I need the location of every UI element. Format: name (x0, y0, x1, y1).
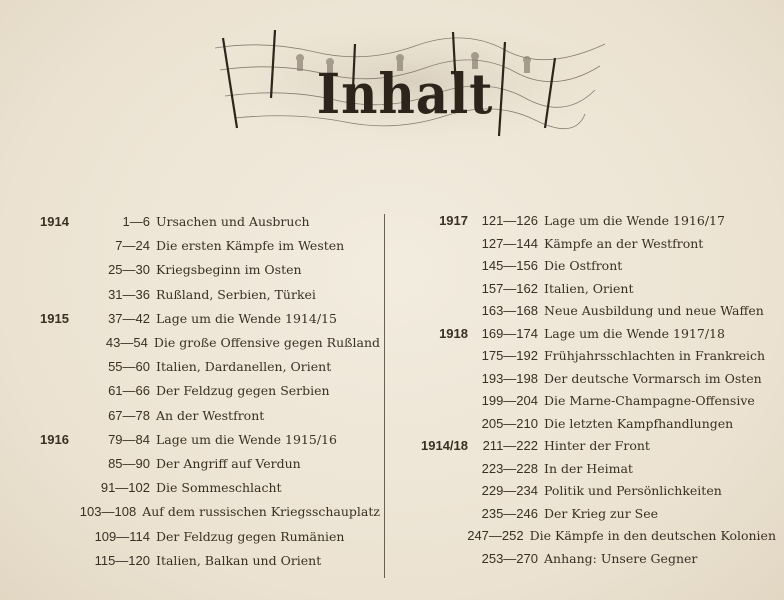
toc-label: Auf dem russischen Kriegsschauplatz (142, 504, 380, 520)
toc-year: 1915 (40, 310, 69, 326)
toc-pages: 145—156 (481, 258, 538, 273)
toc-year: 1914 (40, 214, 69, 229)
toc-label: Frühjahrsschlachten in Frankreich (544, 348, 766, 363)
toc-row (416, 390, 776, 413)
toc-label: Italien, Balkan und Orient (156, 552, 322, 568)
toc-label: Der deutsche Vormarsch im Osten (544, 370, 762, 386)
toc-pages: 115—120 (94, 552, 150, 568)
toc-row (416, 233, 776, 256)
toc-label: Die ersten Kämpfe im Westen (156, 238, 345, 254)
toc-label: Lage um die Wende 1915/16 (156, 431, 337, 447)
toc-row (40, 500, 380, 524)
toc-label: Politik und Persönlichkeiten (544, 483, 722, 498)
toc-pages: 37—42 (108, 310, 150, 326)
toc-label: An der Westfront (156, 407, 265, 423)
toc-pages: 229—234 (481, 483, 538, 498)
toc-pages: 127—144 (481, 235, 538, 251)
toc-pages: 61—66 (108, 383, 150, 399)
toc-pages: 67—78 (108, 407, 150, 423)
toc-pages: 223—228 (481, 460, 538, 476)
toc-pages: 199—204 (481, 393, 538, 408)
page-title: Inhalt (316, 61, 494, 126)
toc-label: Die letzten Kampfhandlungen (544, 415, 734, 431)
toc-row (40, 428, 380, 452)
toc-row (40, 331, 380, 355)
toc-label: Die Sommeschlacht (156, 480, 282, 496)
toc-row (40, 404, 380, 428)
toc-pages: 7—24 (115, 238, 150, 254)
toc-row (40, 549, 380, 573)
toc-row (416, 548, 776, 571)
toc-label: Ursachen und Ausbruch (156, 214, 310, 229)
toc-label: Hinter der Front (544, 438, 650, 453)
toc-label: Kriegsbeginn im Osten (156, 262, 302, 278)
column-divider (384, 214, 385, 578)
toc-row (416, 345, 776, 368)
toc-pages: 163—168 (481, 303, 538, 318)
toc-pages: 1—6 (122, 214, 150, 229)
toc-row (416, 255, 776, 278)
toc-label: Die Kämpfe in den deutschen Kolonien (529, 528, 776, 543)
toc-row (416, 368, 776, 391)
toc-label: Der Feldzug gegen Rumänien (156, 528, 345, 544)
toc-row (40, 476, 380, 500)
toc-pages: 31—36 (108, 286, 150, 302)
toc-label: Lage um die Wende 1916/17 (544, 213, 725, 228)
toc-year: 1916 (40, 431, 69, 447)
toc-pages: 85—90 (108, 456, 150, 472)
toc-pages: 79—84 (108, 431, 150, 447)
toc-row (416, 210, 776, 233)
toc-year: 1918 (439, 325, 468, 341)
toc-row (40, 258, 380, 282)
toc-row (40, 234, 380, 258)
toc-pages: 247—252 (467, 528, 524, 543)
toc-row (416, 503, 776, 526)
toc-row (40, 355, 380, 379)
toc-pages: 211—222 (482, 438, 538, 453)
toc-label: Die große Offensive gegen Rußland (153, 335, 380, 351)
toc-year: 1917 (439, 213, 468, 228)
toc-pages: 55—60 (108, 359, 150, 375)
toc-row (40, 379, 380, 403)
toc-row (40, 283, 380, 307)
toc-left-column (40, 210, 380, 573)
toc-pages: 205—210 (481, 415, 538, 431)
toc-row (40, 452, 380, 476)
toc-label: Italien, Orient (544, 280, 634, 296)
toc-label: Anhang: Unsere Gegner (544, 550, 698, 566)
toc-label: Rußland, Serbien, Türkei (156, 286, 316, 302)
toc-pages: 91—102 (100, 480, 150, 496)
toc-label: Der Krieg zur See (544, 505, 658, 521)
toc-pages: 253—270 (481, 550, 538, 566)
toc-pages: 43—54 (105, 335, 148, 351)
toc-row (416, 435, 776, 458)
toc-pages: 175—192 (481, 348, 538, 363)
toc-right-column (416, 210, 776, 570)
toc-pages: 235—246 (481, 505, 538, 521)
toc-pages: 169—174 (481, 325, 538, 341)
toc-pages: 121—126 (481, 213, 538, 228)
toc-row (416, 458, 776, 481)
toc-row (416, 278, 776, 301)
toc-row (40, 307, 380, 331)
toc-label: Der Angriff auf Verdun (156, 456, 301, 472)
toc-label: Neue Ausbildung und neue Waffen (544, 303, 764, 318)
toc-year: 1914/18 (421, 438, 468, 453)
toc-row (416, 525, 776, 548)
toc-pages: 157—162 (481, 280, 538, 296)
toc-label: Kämpfe an der Westfront (544, 235, 704, 251)
toc-label: Die Marne-Champagne-Offensive (544, 393, 755, 408)
toc-pages: 109—114 (94, 528, 150, 544)
toc-row (40, 525, 380, 549)
toc-pages: 25—30 (108, 262, 150, 278)
toc-label: Die Ostfront (544, 258, 623, 273)
toc-pages: 193—198 (481, 370, 538, 386)
toc-pages: 103—108 (79, 504, 137, 520)
toc-row (40, 210, 380, 234)
toc-row (416, 413, 776, 436)
toc-label: In der Heimat (544, 460, 633, 476)
toc-row (416, 480, 776, 503)
toc-row (416, 300, 776, 323)
toc-label: Der Feldzug gegen Serbien (156, 383, 330, 399)
toc-label: Lage um die Wende 1914/15 (156, 310, 337, 326)
toc-row (416, 323, 776, 346)
toc-label: Italien, Dardanellen, Orient (156, 359, 332, 375)
toc-label: Lage um die Wende 1917/18 (544, 325, 725, 341)
